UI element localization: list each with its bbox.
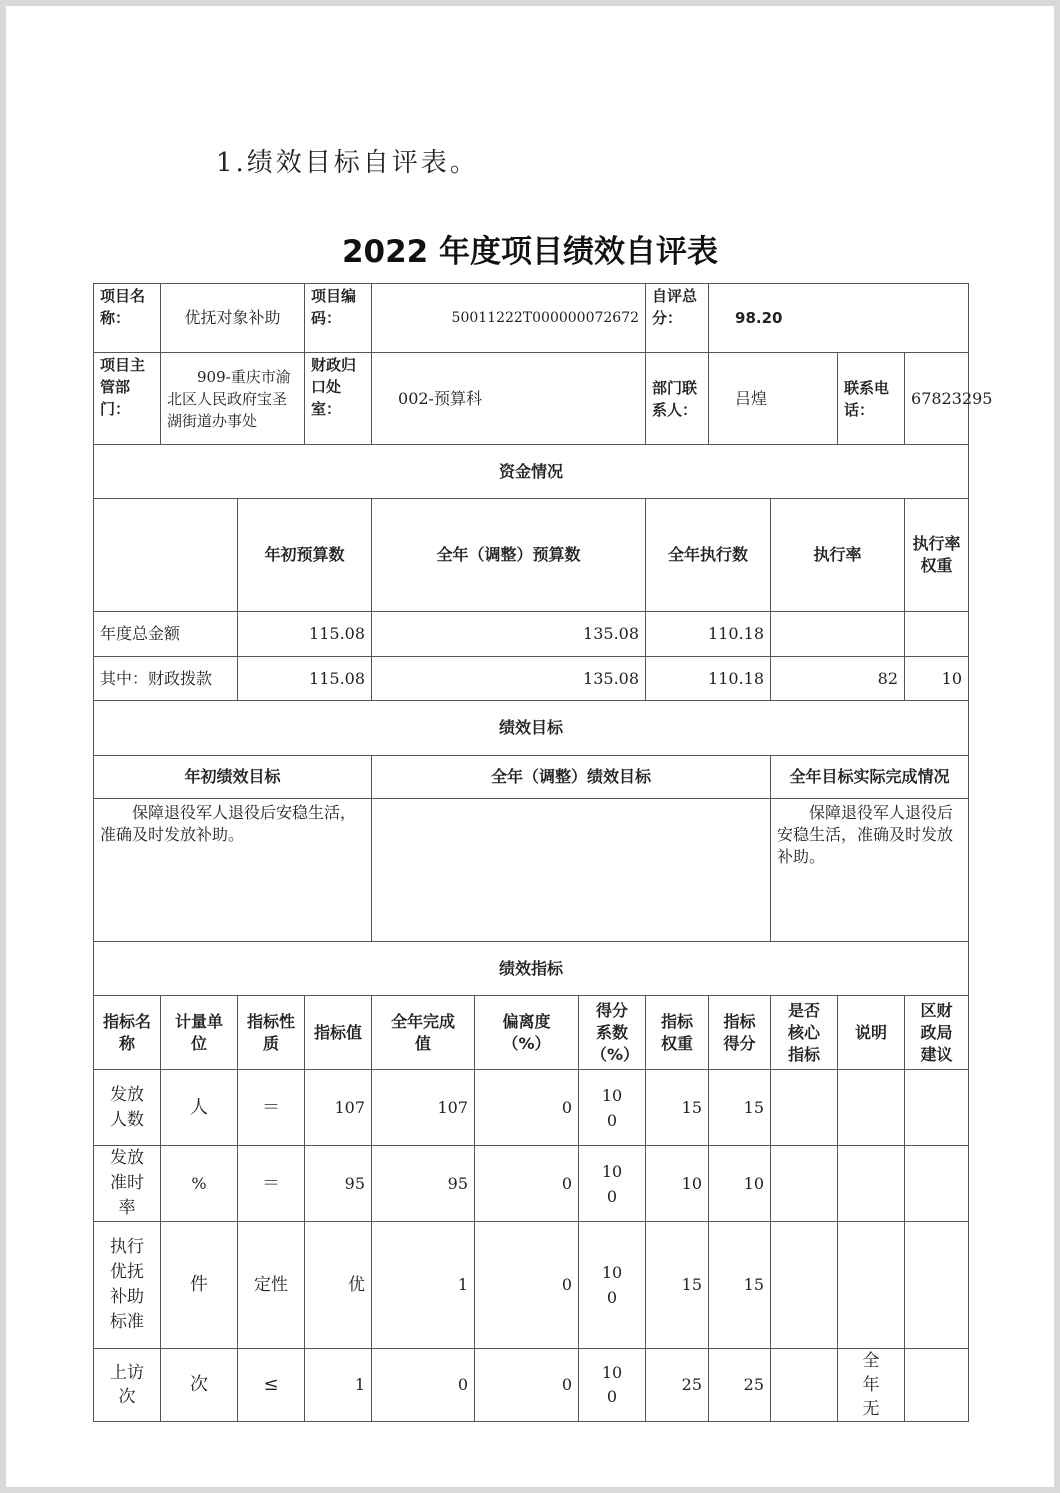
indicator-nature: 定性	[238, 1222, 305, 1349]
indicator-weight: 25	[646, 1349, 709, 1422]
indicator-core	[771, 1222, 838, 1349]
funds-weight-value: 10	[905, 657, 969, 701]
indicator-coef: 100	[579, 1222, 646, 1349]
funds-executed-value: 110.18	[646, 612, 771, 657]
indicator-name: 发放准时率	[94, 1146, 161, 1222]
goals-header-initial: 年初绩效目标	[94, 756, 372, 799]
indicator-score: 15	[709, 1070, 771, 1146]
indicator-actual: 0	[372, 1349, 475, 1422]
indicator-core	[771, 1070, 838, 1146]
indicator-note: 全年无	[838, 1349, 905, 1422]
funds-executed-value: 110.18	[646, 657, 771, 701]
indicator-target: 优	[305, 1222, 372, 1349]
goals-section-title: 绩效目标	[94, 701, 969, 756]
indicator-deviation: 0	[475, 1349, 579, 1422]
indicators-header-score: 指标得分	[709, 996, 771, 1070]
evaluation-table	[93, 283, 993, 1422]
indicator-unit: %	[161, 1146, 238, 1222]
funds-header-executed: 全年执行数	[646, 499, 771, 612]
indicator-nature: ＝	[238, 1070, 305, 1146]
indicator-target: 107	[305, 1070, 372, 1146]
indicator-actual: 1	[372, 1222, 475, 1349]
section-heading: 1.绩效目标自评表。	[216, 148, 479, 178]
indicator-coef: 100	[579, 1349, 646, 1422]
funds-rate-value	[771, 612, 905, 657]
project-name-label: 项目名称：	[94, 284, 161, 353]
funds-header-initial: 年初预算数	[238, 499, 372, 612]
self-score-value: 98.20	[709, 284, 969, 353]
funds-header-weight: 执行率权重	[905, 499, 969, 612]
indicator-nature: ≤	[238, 1349, 305, 1422]
indicator-unit: 人	[161, 1070, 238, 1146]
indicator-advice	[905, 1349, 969, 1422]
indicator-actual: 107	[372, 1070, 475, 1146]
funds-initial-value: 115.08	[238, 657, 372, 701]
indicator-deviation: 0	[475, 1070, 579, 1146]
indicator-unit: 件	[161, 1222, 238, 1349]
indicator-score: 10	[709, 1146, 771, 1222]
indicator-deviation: 0	[475, 1146, 579, 1222]
project-name-value: 优抚对象补助	[161, 284, 305, 353]
funds-row-label: 其中：财政拨款	[94, 657, 238, 701]
indicator-core	[771, 1146, 838, 1222]
phone-value: 67823295	[905, 353, 969, 445]
indicator-target: 95	[305, 1146, 372, 1222]
indicator-actual: 95	[372, 1146, 475, 1222]
indicators-section-title: 绩效指标	[94, 942, 969, 996]
indicator-advice	[905, 1070, 969, 1146]
goals-adjusted-text	[372, 799, 771, 942]
indicator-deviation: 0	[475, 1222, 579, 1349]
indicators-header-name: 指标名称	[94, 996, 161, 1070]
indicator-advice	[905, 1146, 969, 1222]
goals-initial-text: 保障退役军人退役后安稳生活，准确及时发放补助。	[94, 799, 372, 942]
indicators-header-note: 说明	[838, 996, 905, 1070]
indicator-weight: 15	[646, 1070, 709, 1146]
indicator-unit: 次	[161, 1349, 238, 1422]
office-label: 财政归口处室：	[305, 353, 372, 445]
indicator-weight: 15	[646, 1222, 709, 1349]
funds-section-title: 资金情况	[94, 445, 969, 499]
indicators-header-coef: 得分系数（%）	[579, 996, 646, 1070]
project-code-label: 项目编码：	[305, 284, 372, 353]
indicators-header-actual: 全年完成值	[372, 996, 475, 1070]
indicators-header-unit: 计量单位	[161, 996, 238, 1070]
funds-adjusted-value: 135.08	[372, 657, 646, 701]
indicator-name: 发放人数	[94, 1070, 161, 1146]
funds-weight-value	[905, 612, 969, 657]
funds-initial-value: 115.08	[238, 612, 372, 657]
dept-label: 项目主管部门：	[94, 353, 161, 445]
self-score-label: 自评总分：	[646, 284, 709, 353]
funds-header-blank	[94, 499, 238, 612]
project-code-value: 50011222T000000072672	[372, 284, 646, 353]
indicator-note	[838, 1222, 905, 1349]
indicator-score: 15	[709, 1222, 771, 1349]
indicator-target: 1	[305, 1349, 372, 1422]
indicator-coef: 100	[579, 1146, 646, 1222]
goals-actual-text: 保障退役军人退役后安稳生活，准确及时发放补助。	[771, 799, 969, 942]
indicator-core	[771, 1349, 838, 1422]
indicator-coef: 100	[579, 1070, 646, 1146]
indicators-header-nature: 指标性质	[238, 996, 305, 1070]
indicator-weight: 10	[646, 1146, 709, 1222]
contact-value: 吕煌	[709, 353, 838, 445]
table-title: 2022 年度项目绩效自评表	[341, 234, 719, 270]
goals-header-adjusted: 全年（调整）绩效目标	[372, 756, 771, 799]
indicator-note	[838, 1070, 905, 1146]
funds-row-label: 年度总金额	[94, 612, 238, 657]
funds-header-adjusted: 全年（调整）预算数	[372, 499, 646, 612]
funds-rate-value: 82	[771, 657, 905, 701]
dept-value: 909-重庆市渝北区人民政府宝圣湖街道办事处	[161, 353, 305, 445]
indicators-header-weight: 指标权重	[646, 996, 709, 1070]
phone-label: 联系电话：	[838, 353, 905, 445]
indicators-header-target: 指标值	[305, 996, 372, 1070]
goals-header-actual: 全年目标实际完成情况	[771, 756, 969, 799]
indicator-advice	[905, 1222, 969, 1349]
indicators-header-advice: 区财政局建议	[905, 996, 969, 1070]
indicator-nature: ＝	[238, 1146, 305, 1222]
indicator-score: 25	[709, 1349, 771, 1422]
office-value: 002-预算科	[372, 353, 646, 445]
indicators-header-core: 是否核心指标	[771, 996, 838, 1070]
indicator-name: 上访次	[94, 1349, 161, 1422]
indicator-name: 执行优抚补助标准	[94, 1222, 161, 1349]
funds-adjusted-value: 135.08	[372, 612, 646, 657]
indicators-header-deviation: 偏离度（%）	[475, 996, 579, 1070]
indicator-note	[838, 1146, 905, 1222]
funds-header-rate: 执行率	[771, 499, 905, 612]
contact-label: 部门联系人：	[646, 353, 709, 445]
